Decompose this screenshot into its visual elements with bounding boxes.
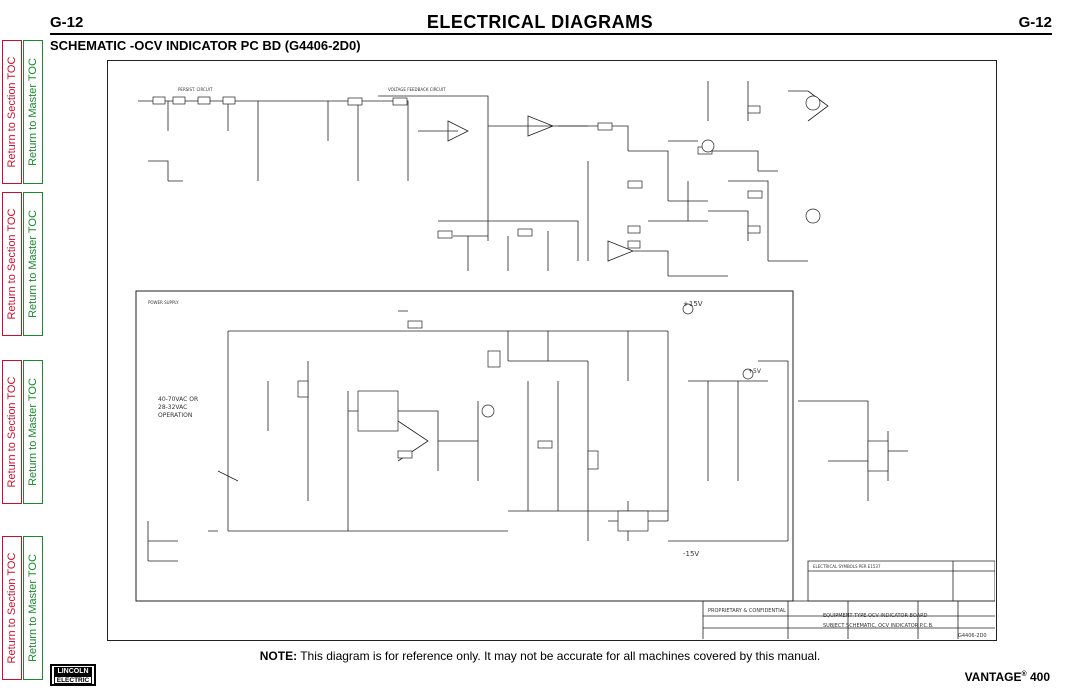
svg-text:+5V: +5V [748,368,761,375]
svg-text:OPERATION: OPERATION [158,412,193,419]
product-name: VANTAGE® 400 [964,670,1050,684]
svg-text:ELECTRICAL SYMBOLS PER E1537: ELECTRICAL SYMBOLS PER E1537 [813,564,881,569]
svg-text:PROPRIETARY & CONFIDENTIAL: PROPRIETARY & CONFIDENTIAL [708,608,786,614]
svg-text:+15V: +15V [683,300,703,308]
svg-text:EQUIPMENT TYPE OCV INDICATOR: EQUIPMENT TYPE OCV INDICATOR BOARD [823,613,928,619]
svg-text:-15V: -15V [683,550,700,558]
page-number-right: G-12 [1018,14,1052,31]
return-to-master-toc-link[interactable]: Return to Master TOC [23,536,43,680]
toc-navigation [0,40,44,686]
page-title: ELECTRICAL DIAGRAMS [426,12,654,32]
svg-text:40-70VAC OR: 40-70VAC OR [158,396,199,403]
svg-text:PERSIST. CIRCUIT: PERSIST. CIRCUIT [178,87,213,92]
return-to-section-toc-link[interactable]: Return to Section TOC [2,40,22,184]
reference-note: NOTE: This diagram is for reference only. It may not be accurate for all machines covered by this manual. [259,649,821,663]
return-to-section-toc-link[interactable]: Return to Section TOC [2,360,22,504]
return-to-section-toc-link[interactable]: Return to Section TOC [2,536,22,680]
schematic-drawing [108,61,995,639]
header-rule [50,33,1052,35]
svg-text:SUBJECT SCHEMATIC, OCV INDIC: SUBJECT SCHEMATIC, OCV INDICATOR P.C.B. [823,623,934,629]
svg-text:POWER SUPPLY: POWER SUPPLY [148,300,179,305]
return-to-section-toc-link[interactable]: Return to Section TOC [2,192,22,336]
svg-text:VOLTAGE FEEDBACK CIRCUIT: VOLTAGE FEEDBACK CIRCUIT [388,87,446,92]
svg-text:28-32VAC: 28-32VAC [158,404,188,411]
schematic-sheet [107,60,997,641]
return-to-master-toc-link[interactable]: Return to Master TOC [23,40,43,184]
lincoln-electric-logo: LINCOLN ELECTRIC [50,664,96,686]
return-to-master-toc-link[interactable]: Return to Master TOC [23,360,43,504]
diagram-subtitle: SCHEMATIC -OCV INDICATOR PC BD (G4406-2D0) [50,38,361,53]
return-to-master-toc-link[interactable]: Return to Master TOC [23,192,43,336]
svg-text:G4406-2D0: G4406-2D0 [958,633,987,639]
page-number-left: G-12 [50,14,84,31]
